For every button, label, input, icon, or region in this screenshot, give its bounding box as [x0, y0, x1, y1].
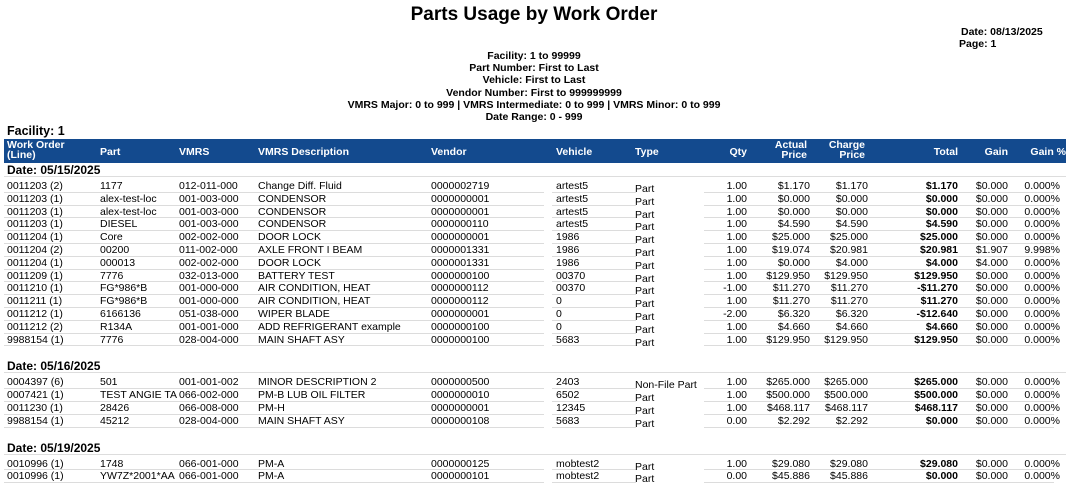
gain-cell: $0.000 [975, 470, 1008, 483]
vmrs-cell: 066-008-000 [179, 401, 239, 414]
vendor-cell: 0000000100 [431, 269, 490, 282]
vmrs-cell: 001-000-000 [179, 282, 239, 295]
gain-pct-cell: 0.000% [1024, 218, 1060, 231]
gain-pct-cell: 0.000% [1024, 282, 1060, 295]
part-cell: 501 [100, 376, 118, 389]
actual-price-cell: $4.590 [777, 218, 810, 231]
qty-cell: 1.00 [726, 320, 747, 333]
vendor-cell: 0000000108 [431, 414, 490, 427]
qty-cell: 1.00 [726, 180, 747, 192]
actual-price-cell: $25.000 [772, 231, 810, 244]
vendor-cell: 0000000001 [431, 401, 490, 414]
gain-cell: $0.000 [975, 231, 1008, 244]
vmrs-description-cell: AIR CONDITION, HEAT [258, 295, 371, 308]
qty-cell: 1.00 [726, 401, 747, 414]
col-vehicle: Vehicle [556, 146, 593, 158]
charge-price-cell: $11.270 [830, 295, 868, 308]
gain-cell: $0.000 [975, 414, 1008, 427]
vendor-cell: 0000000112 [431, 282, 489, 295]
qty-cell: 1.00 [726, 295, 747, 308]
date-group-header: Date: 05/15/2025 [4, 163, 1066, 177]
type-cell: Part [635, 259, 655, 272]
type-cell: Part [635, 208, 655, 221]
gain-cell: $0.000 [975, 218, 1008, 231]
filter-facility: Facility: 1 to 99999 [487, 50, 581, 62]
qty-cell: 1.00 [726, 205, 747, 218]
vmrs-description-cell: CONDENSOR [258, 192, 327, 205]
vmrs-cell: 001-000-000 [179, 295, 239, 308]
part-cell: 7776 [100, 333, 124, 346]
charge-price-cell: $1.170 [835, 180, 868, 192]
actual-price-cell: $500.000 [766, 389, 810, 402]
type-cell: Part [635, 473, 655, 486]
total-cell: $11.270 [920, 295, 958, 308]
qty-cell: 1.00 [726, 256, 747, 269]
total-cell: $265.000 [914, 376, 958, 389]
table-row [4, 270, 1066, 283]
vmrs-description-cell: PM-B LUB OIL FILTER [258, 389, 366, 402]
qty-cell: 1.00 [726, 457, 747, 470]
table-row [4, 334, 1066, 347]
vendor-cell: 0000000010 [431, 389, 490, 402]
work-order-cell: 0011212 (1) [7, 307, 63, 320]
type-cell: Part [635, 392, 655, 405]
part-cell: 1748 [100, 457, 124, 470]
table-row [4, 244, 1066, 257]
gain-cell: $0.000 [975, 295, 1008, 308]
charge-price-cell: $6.320 [835, 307, 868, 320]
vmrs-description-cell: MAIN SHAFT ASY [258, 333, 345, 346]
vehicle-cell: mobtest2 [556, 457, 600, 470]
total-cell: $468.117 [914, 401, 958, 414]
work-order-cell: 0011211 (1) [7, 295, 63, 308]
vehicle-cell: artest5 [556, 205, 589, 218]
total-cell: $0.000 [925, 414, 958, 427]
type-cell: Part [635, 285, 655, 298]
type-cell: Part [635, 195, 655, 208]
type-cell: Part [635, 221, 655, 234]
vendor-cell: 0000001331 [431, 243, 490, 256]
part-cell: Core [100, 231, 123, 244]
total-cell: -$11.270 [917, 282, 958, 295]
actual-price-cell: $11.270 [772, 295, 810, 308]
filter-vmrs: VMRS Major: 0 to 999 | VMRS Intermediate: 0 to 999 | VMRS Minor: 0 to 999 [347, 98, 721, 111]
type-cell: Part [635, 234, 655, 247]
actual-price-cell: $0.000 [777, 205, 810, 218]
col-gain-pct: Gain % [1030, 146, 1066, 158]
actual-price-cell: $129.950 [766, 333, 810, 346]
charge-price-cell: $2.292 [835, 414, 868, 427]
work-order-cell: 0011204 (2) [7, 243, 63, 256]
part-cell: 45212 [100, 414, 130, 427]
report-title: Parts Usage by Work Order [410, 4, 658, 25]
type-cell: Part [635, 404, 655, 417]
qty-cell: 1.00 [726, 333, 747, 346]
gain-cell: $0.000 [975, 269, 1008, 282]
vehicle-cell: 5683 [556, 414, 580, 427]
charge-price-cell: $468.117 [824, 401, 868, 414]
vehicle-cell: 0 [556, 320, 562, 333]
table-row [4, 389, 1066, 405]
actual-price-cell: $6.320 [777, 307, 810, 320]
part-cell: 6166136 [100, 307, 141, 320]
vehicle-cell: 1986 [556, 231, 580, 244]
part-cell: 000013 [100, 256, 136, 269]
work-order-cell: 0007421 (1) [7, 389, 64, 402]
charge-price-cell: $129.950 [824, 269, 868, 282]
vehicle-cell: 1986 [556, 256, 580, 269]
qty-cell: 1.00 [726, 231, 747, 244]
table-row [4, 218, 1066, 234]
table-row [4, 193, 1066, 206]
col-vmrs: VMRS [179, 146, 210, 158]
vmrs-description-cell: MINOR DESCRIPTION 2 [258, 376, 377, 389]
part-cell: alex-test-loc [100, 205, 157, 218]
charge-price-cell: $4.000 [835, 256, 868, 269]
vmrs-description-cell: PM-H [258, 401, 285, 414]
col-vmrs-description: VMRS Description [258, 146, 350, 158]
qty-cell: -2.00 [723, 307, 747, 320]
filter-date-range: Date Range: 0 - 999 [485, 111, 583, 124]
table-row [4, 257, 1066, 270]
part-cell: R134A [100, 320, 133, 333]
vmrs-cell: 001-003-000 [179, 218, 239, 231]
vmrs-cell: 001-001-000 [179, 320, 239, 333]
total-cell: $4.590 [925, 218, 958, 231]
part-cell: TEST ANGIE TA [100, 389, 178, 402]
vmrs-description-cell: DOOR LOCK [258, 231, 322, 244]
gain-pct-cell: 0.000% [1024, 269, 1060, 282]
vendor-cell: 0000000112 [431, 295, 489, 308]
table-row [4, 282, 1066, 298]
work-order-cell: 0011212 (2) [7, 320, 63, 333]
actual-price-cell: $19.074 [772, 243, 810, 256]
gain-pct-cell: 0.000% [1024, 470, 1060, 483]
qty-cell: 1.00 [726, 243, 747, 256]
col-work-order: Work Order (Line) [7, 139, 65, 161]
charge-price-cell: $20.981 [830, 243, 868, 256]
vmrs-description-cell: WIPER BLADE [258, 307, 330, 320]
type-cell: Part [635, 246, 655, 259]
gain-cell: $0.000 [975, 376, 1008, 389]
gain-cell: $0.000 [975, 205, 1008, 218]
total-cell: $0.000 [925, 470, 958, 483]
part-cell: 28426 [100, 401, 130, 414]
report-filters [0, 50, 1068, 123]
vmrs-cell: 032-013-000 [179, 269, 239, 282]
vendor-cell: 0000000001 [431, 307, 490, 320]
vmrs-description-cell: AIR CONDITION, HEAT [258, 282, 371, 295]
work-order-cell: 0011203 (1) [7, 205, 63, 218]
total-cell: $500.000 [914, 389, 958, 402]
vmrs-cell: 028-004-000 [179, 414, 239, 427]
vehicle-cell: 00370 [556, 269, 586, 282]
part-cell: 7776 [100, 269, 124, 282]
vmrs-cell: 002-002-000 [179, 256, 239, 269]
gain-pct-cell: 0.000% [1024, 401, 1060, 414]
print-date: Date: 08/13/2025 [961, 26, 1043, 38]
qty-cell: 1.00 [726, 269, 747, 282]
table-row [4, 470, 1066, 486]
part-cell: 1177 [100, 180, 123, 192]
vmrs-cell: 066-002-000 [179, 389, 239, 402]
work-order-cell: 0011204 (1) [7, 256, 63, 269]
vendor-cell: 0000000100 [431, 320, 490, 333]
gain-cell: $1.907 [975, 243, 1008, 256]
part-cell: YW7Z*2001*AA [100, 470, 175, 483]
actual-price-cell: $129.950 [766, 269, 810, 282]
charge-price-cell: $4.590 [835, 218, 868, 231]
gain-cell: $0.000 [975, 457, 1008, 470]
gain-pct-cell: 0.000% [1024, 457, 1060, 470]
col-gain: Gain [984, 146, 1008, 158]
vehicle-cell: 0 [556, 307, 562, 320]
actual-price-cell: $265.000 [766, 376, 810, 389]
charge-price-cell: $0.000 [835, 205, 868, 218]
table-row [4, 206, 1066, 219]
gain-pct-cell: 0.000% [1024, 376, 1060, 389]
gain-cell: $0.000 [975, 180, 1008, 192]
actual-price-cell: $29.080 [772, 457, 810, 470]
vehicle-cell: 5683 [556, 333, 580, 346]
qty-cell: 1.00 [726, 192, 747, 205]
gain-pct-cell: 0.000% [1024, 231, 1060, 244]
vendor-cell: 0000000125 [431, 457, 490, 470]
vehicle-cell: 0 [556, 295, 562, 308]
table-row [4, 231, 1066, 247]
vmrs-cell: 066-001-000 [179, 457, 239, 470]
work-order-cell: 0011230 (1) [7, 401, 63, 414]
charge-price-cell: $4.660 [835, 320, 868, 333]
actual-price-cell: $0.000 [777, 192, 810, 205]
gain-pct-cell: 0.000% [1024, 205, 1060, 218]
vmrs-description-cell: DOOR LOCK [258, 256, 322, 269]
total-cell: $4.000 [925, 256, 958, 269]
vehicle-cell: artest5 [556, 218, 589, 231]
vendor-cell: 0000000001 [431, 192, 490, 205]
type-cell: Part [635, 460, 655, 473]
gain-cell: $0.000 [975, 333, 1008, 346]
total-cell: $25.000 [920, 231, 958, 244]
gain-pct-cell: 0.000% [1024, 414, 1060, 427]
actual-price-cell: $2.292 [777, 414, 810, 427]
gain-pct-cell: 0.000% [1024, 307, 1060, 320]
table-row [4, 415, 1066, 428]
gain-pct-cell: 0.000% [1024, 192, 1060, 205]
actual-price-cell: $11.270 [772, 282, 810, 295]
vmrs-cell: 012-011-000 [179, 180, 238, 192]
vendor-cell: 0000000001 [431, 205, 490, 218]
vendor-cell: 0000000101 [431, 470, 490, 483]
filter-vehicle: Vehicle: First to Last [482, 74, 586, 87]
table-row [4, 376, 1066, 392]
gain-pct-cell: 0.000% [1024, 320, 1060, 333]
vmrs-description-cell: CONDENSOR [258, 218, 327, 231]
vehicle-cell: 6502 [556, 389, 580, 402]
gain-pct-cell: 0.000% [1024, 256, 1060, 269]
total-cell: $129.950 [914, 269, 958, 282]
gain-pct-cell: 0.000% [1024, 180, 1060, 192]
type-cell: Part [635, 336, 655, 349]
vehicle-cell: 12345 [556, 401, 586, 414]
actual-price-cell: $4.660 [777, 320, 810, 333]
gain-cell: $0.000 [975, 389, 1008, 402]
charge-price-cell: $29.080 [830, 457, 868, 470]
part-cell: DIESEL [100, 218, 138, 231]
part-cell: FG*986*B [100, 282, 148, 295]
work-order-cell: 0011209 (1) [7, 269, 63, 282]
vendor-cell: 0000001331 [431, 256, 490, 269]
total-cell: $1.170 [925, 180, 958, 192]
col-charge-price: Charge Price [828, 139, 865, 161]
type-cell: Part [635, 323, 655, 336]
type-cell: Part [635, 272, 655, 285]
work-order-cell: 0004397 (6) [7, 376, 64, 389]
gain-cell: $0.000 [975, 320, 1008, 333]
gain-cell: $0.000 [975, 192, 1008, 205]
actual-price-cell: $468.117 [766, 401, 810, 414]
qty-cell: 0.00 [726, 414, 747, 427]
part-cell: 00200 [100, 243, 130, 256]
work-order-cell: 0011203 (2) [7, 180, 63, 192]
vendor-cell: 0000002719 [431, 180, 490, 192]
total-cell: $129.950 [914, 333, 958, 346]
vmrs-description-cell: Change Diff. Fluid [258, 180, 342, 192]
work-order-cell: 0011203 (1) [7, 192, 63, 205]
col-qty: Qty [729, 146, 747, 158]
qty-cell: 1.00 [726, 389, 747, 402]
gain-pct-cell: 0.000% [1024, 389, 1060, 402]
charge-price-cell: $25.000 [830, 231, 868, 244]
qty-cell: 1.00 [726, 218, 747, 231]
col-actual-price: Actual Price [774, 139, 807, 161]
charge-price-cell: $129.950 [824, 333, 868, 346]
vehicle-cell: artest5 [556, 192, 589, 205]
vmrs-cell: 001-003-000 [179, 205, 239, 218]
vmrs-description-cell: PM-A [258, 457, 285, 470]
total-cell: $20.981 [920, 243, 958, 256]
vehicle-cell: 00370 [556, 282, 586, 295]
gain-cell: $0.000 [975, 307, 1008, 320]
vehicle-cell: artest5 [556, 180, 589, 192]
gain-cell: $0.000 [975, 282, 1008, 295]
table-row [4, 321, 1066, 334]
part-cell: alex-test-loc [100, 192, 157, 205]
table-row [4, 402, 1066, 415]
work-order-cell: 0011203 (1) [7, 218, 63, 231]
vendor-cell: 0000000110 [431, 218, 489, 231]
charge-price-cell: $0.000 [835, 192, 868, 205]
vendor-cell: 0000000500 [431, 376, 490, 389]
col-part: Part [100, 146, 121, 158]
vmrs-cell: 001-003-000 [179, 192, 239, 205]
date-group-header: Date: 05/19/2025 [4, 441, 1066, 455]
part-cell: FG*986*B [100, 295, 148, 308]
vehicle-cell: mobtest2 [556, 470, 600, 483]
table-row [4, 180, 1066, 193]
vmrs-description-cell: MAIN SHAFT ASY [258, 414, 345, 427]
gain-pct-cell: 0.000% [1024, 333, 1060, 346]
vmrs-description-cell: BATTERY TEST [258, 269, 335, 282]
date-group-header: Date: 05/16/2025 [4, 359, 1066, 373]
table-row [4, 295, 1066, 311]
table-body [4, 163, 1066, 486]
report-meta [959, 26, 1043, 50]
total-cell: $0.000 [925, 205, 958, 218]
type-cell: Part [635, 298, 655, 311]
vehicle-cell: 2403 [556, 376, 580, 389]
vmrs-cell: 001-001-002 [179, 376, 239, 389]
charge-price-cell: $500.000 [824, 389, 868, 402]
vmrs-description-cell: AXLE FRONT I BEAM [258, 243, 363, 256]
type-cell: Part [635, 310, 655, 323]
actual-price-cell: $1.170 [777, 180, 810, 192]
vmrs-cell: 011-002-000 [179, 243, 238, 256]
work-order-cell: 9988154 (1) [7, 414, 64, 427]
work-order-cell: 0010996 (1) [7, 457, 64, 470]
table-header [4, 139, 1066, 163]
actual-price-cell: $0.000 [777, 256, 810, 269]
vmrs-cell: 066-001-000 [179, 470, 239, 483]
table-row [4, 458, 1066, 471]
total-cell: -$12.640 [916, 307, 958, 320]
work-order-cell: 0011210 (1) [7, 282, 63, 295]
vendor-cell: 0000000100 [431, 333, 490, 346]
vehicle-cell: 1986 [556, 243, 580, 256]
facility-heading: Facility: 1 [7, 124, 65, 138]
total-cell: $4.660 [925, 320, 958, 333]
gain-cell: $0.000 [975, 401, 1008, 414]
qty-cell: -1.00 [723, 282, 747, 295]
filter-part-number: Part Number: First to Last [469, 62, 599, 75]
qty-cell: 1.00 [726, 376, 747, 389]
charge-price-cell: $45.886 [830, 470, 868, 483]
work-order-cell: 9988154 (1) [7, 333, 64, 346]
gain-pct-cell: 9.998% [1024, 243, 1060, 256]
total-cell: $0.000 [925, 192, 958, 205]
type-cell: Non-File Part [635, 379, 697, 392]
filter-vendor-number: Vendor Number: First to 999999999 [446, 86, 622, 99]
gain-cell: $4.000 [975, 256, 1008, 269]
col-total: Total [933, 146, 958, 158]
vendor-cell: 0000000001 [431, 231, 490, 244]
vmrs-description-cell: CONDENSOR [258, 205, 327, 218]
vmrs-cell: 051-038-000 [179, 307, 239, 320]
qty-cell: 0.00 [726, 470, 747, 483]
total-cell: $29.080 [920, 457, 958, 470]
charge-price-cell: $265.000 [824, 376, 868, 389]
work-order-cell: 0010996 (1) [7, 470, 64, 483]
parts-usage-table [4, 139, 1066, 486]
gain-pct-cell: 0.000% [1024, 295, 1060, 308]
col-vendor: Vendor [431, 146, 467, 158]
col-type: Type [635, 146, 659, 158]
vmrs-description-cell: PM-A [258, 470, 285, 483]
vmrs-cell: 002-002-000 [179, 231, 239, 244]
table-row [4, 308, 1066, 321]
work-order-cell: 0011204 (1) [7, 231, 63, 244]
page-number: Page: 1 [959, 38, 997, 50]
vmrs-cell: 028-004-000 [179, 333, 239, 346]
type-cell: Part [635, 417, 655, 430]
charge-price-cell: $11.270 [830, 282, 868, 295]
actual-price-cell: $45.886 [772, 470, 810, 483]
type-cell: Part [635, 183, 655, 195]
vmrs-description-cell: ADD REFRIGERANT example [258, 320, 401, 333]
